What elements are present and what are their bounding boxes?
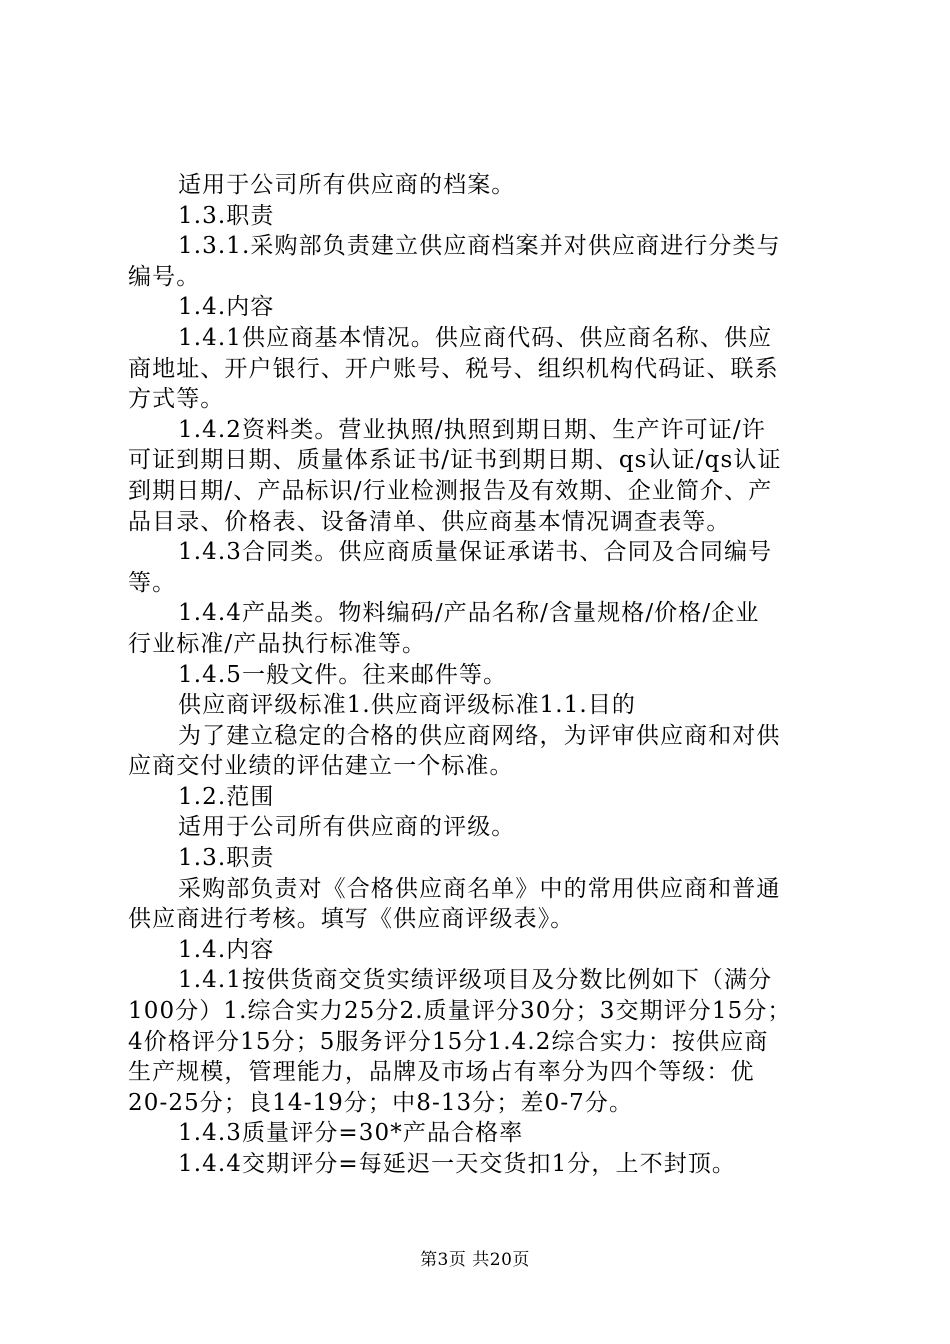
- text-line: 供应商评级标准1.供应商评级标准1.1.目的: [178, 692, 637, 719]
- text-line: 1.4.内容: [178, 294, 275, 321]
- page-footer: 第3页 共20页: [420, 1250, 530, 1270]
- text-line: 1.2.范围: [178, 783, 275, 810]
- text-line: 1.4.2资料类。营业执照/执照到期日期、生产许可证/许: [178, 416, 766, 443]
- text-line: 适用于公司所有供应商的档案。: [178, 172, 516, 198]
- text-line: 生产规模，管理能力，品牌及市场占有率分为四个等级：优: [128, 1059, 755, 1086]
- text-line: 方式等。: [128, 386, 225, 413]
- text-line: 4价格评分15分；5服务评分15分1.4.2综合实力：按供应商: [128, 1028, 769, 1055]
- text-line: 1.3.1.采购部负责建立供应商档案并对供应商进行分类与: [178, 233, 781, 260]
- text-line: 行业标准/产品执行标准等。: [128, 630, 427, 657]
- text-line: 应商交付业绩的评估建立一个标准。: [128, 753, 514, 780]
- text-line: 1.4.4交期评分=每延迟一天交货扣1分，上不封顶。: [178, 1151, 737, 1177]
- text-line: 商地址、开户银行、开户账号、税号、组织机构代码证、联系: [128, 355, 779, 382]
- document-body: [128, 170, 828, 1180]
- text-line: 品目录、价格表、设备清单、供应商基本情况调查表等。: [128, 508, 731, 535]
- text-line: 可证到期日期、质量体系证书/证书到期日期、qs认证/qs认证: [128, 447, 782, 474]
- text-line: 适用于公司所有供应商的评级。: [178, 814, 516, 841]
- text-line: 到期日期/、产品标识/行业检测报告及有效期、企业简介、产: [128, 477, 773, 504]
- text-line: 1.4.内容: [178, 936, 275, 963]
- text-line: 1.3.职责: [178, 845, 275, 872]
- text-line: 供应商进行考核。填写《供应商评级表》。: [128, 906, 575, 933]
- text-line: 1.4.5一般文件。往来邮件等。: [178, 661, 508, 688]
- text-line: 1.4.1供应商基本情况。供应商代码、供应商名称、供应: [178, 324, 773, 351]
- text-line: 等。: [128, 569, 177, 596]
- text-line: 1.4.3合同类。供应商质量保证承诺书、合同及合同编号: [178, 539, 773, 566]
- text-line: 20-25分；良14-19分；中8-13分；差0-7分。: [128, 1089, 634, 1116]
- text-line: 1.4.1按供货商交货实绩评级项目及分数比例如下（满分: [178, 967, 773, 994]
- text-line: 1.4.3质量评分=30*产品合格率: [178, 1120, 524, 1147]
- text-line: 为了建立稳定的合格的供应商网络，为评审供应商和对供: [178, 722, 781, 749]
- text-line: 采购部负责对《合格供应商名单》中的常用供应商和普通: [178, 875, 781, 902]
- text-line: 1.4.4产品类。物料编码/产品名称/含量规格/价格/企业: [178, 600, 760, 627]
- text-line: 100分）1.综合实力25分2.质量评分30分；3交期评分15分；: [128, 998, 792, 1025]
- text-line: 1.3.职责: [178, 202, 275, 229]
- text-line: 编号。: [128, 263, 201, 290]
